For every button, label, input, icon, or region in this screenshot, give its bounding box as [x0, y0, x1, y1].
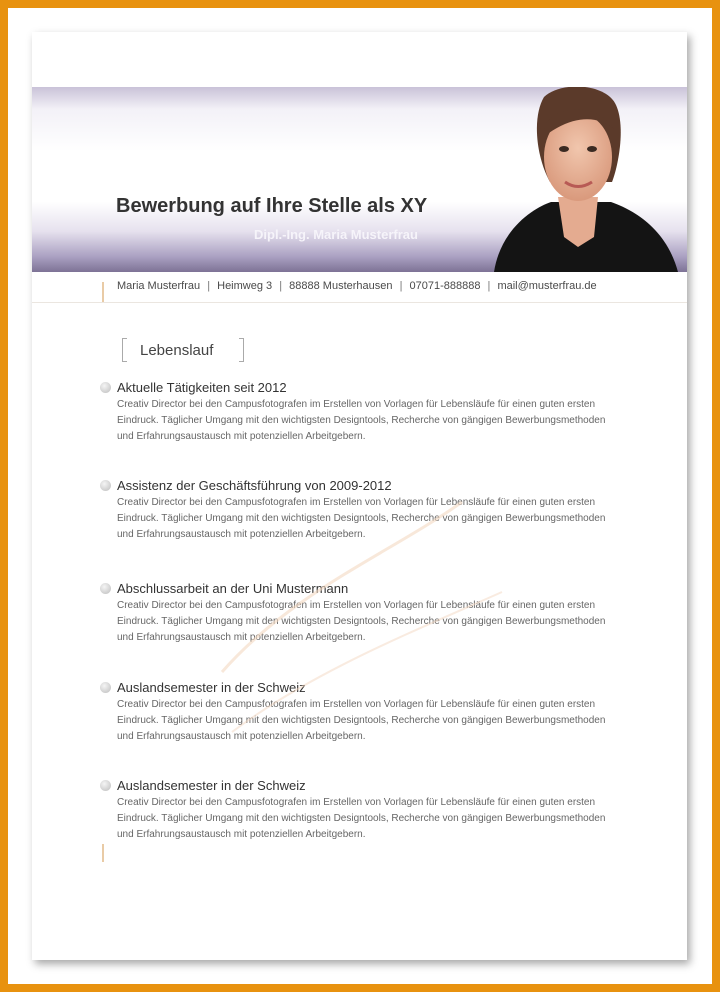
entry-title: Abschlussarbeit an der Uni Mustermann: [117, 581, 349, 596]
section-title: Lebenslauf: [140, 342, 214, 359]
entry-title: Auslandsemester in der Schweiz: [117, 778, 306, 793]
circle-bullet-icon: [100, 480, 111, 491]
bracket-right: [239, 338, 244, 362]
separator: |: [399, 280, 403, 292]
page-title: Bewerbung auf Ihre Stelle als XY: [116, 195, 428, 217]
separator: |: [207, 280, 211, 292]
contact-accent-bar: [102, 282, 104, 302]
entry-text: Creativ Director bei den Campusfotografen im Erstellen von Vorlagen für Lebensläufe für einen guten ersten Eindruck. Täglicher Umgang mit den wichtigsten Designtools, Recherche von gängigen Bewerbungsmethoden und Erfahrungsaustausch mit potenziellen Arbeitgebern.: [117, 600, 606, 643]
bracket-left: [122, 338, 127, 362]
contact-phone: 07071-888888: [409, 280, 481, 292]
circle-bullet-icon: [100, 780, 111, 791]
page-subtitle: Dipl.-Ing. Maria Musterfrau: [254, 227, 418, 242]
circle-bullet-icon: [100, 682, 111, 693]
separator: |: [487, 280, 491, 292]
portrait-photo: [466, 87, 687, 272]
entry-title: Auslandsemester in der Schweiz: [117, 680, 306, 695]
separator: |: [279, 280, 283, 292]
document-page: [32, 32, 687, 960]
contact-city: 88888 Musterhausen: [289, 280, 393, 292]
contact-street: Heimweg 3: [217, 280, 273, 292]
entry-text: Creativ Director bei den Campusfotografen im Erstellen von Vorlagen für Lebensläufe für einen guten ersten Eindruck. Täglicher Umgang mit den wichtigsten Designtools, Recherche von gängigen Bewerbungsmethoden und Erfahrungsaustausch mit potenziellen Arbeitgebern.: [117, 497, 606, 540]
header-banner: [32, 87, 687, 272]
circle-bullet-icon: [100, 382, 111, 393]
circle-bullet-icon: [100, 583, 111, 594]
contact-name: Maria Musterfrau: [117, 280, 201, 292]
entry-title: Aktuelle Tätigkeiten seit 2012: [117, 380, 287, 395]
entry-text: Creativ Director bei den Campusfotografen im Erstellen von Vorlagen für Lebensläufe für einen guten ersten Eindruck. Täglicher Umgang mit den wichtigsten Designtools, Recherche von gängigen Bewerbungsmethoden und Erfahrungsaustausch mit potenziellen Arbeitgebern.: [117, 797, 606, 840]
entry-title: Assistenz der Geschäftsführung von 2009-2012: [117, 478, 392, 493]
entry-text: Creativ Director bei den Campusfotografen im Erstellen von Vorlagen für Lebensläufe für einen guten ersten Eindruck. Täglicher Umgang mit den wichtigsten Designtools, Recherche von gängigen Bewerbungsmethoden und Erfahrungsaustausch mit potenziellen Arbeitgebern.: [117, 699, 606, 742]
contact-email: mail@musterfrau.de: [497, 280, 597, 292]
section-header: [122, 338, 244, 362]
contact-details: [117, 280, 597, 292]
entry-text: Creativ Director bei den Campusfotografen im Erstellen von Vorlagen für Lebensläufe für einen guten ersten Eindruck. Täglicher Umgang mit den wichtigsten Designtools, Recherche von gängigen Bewerbungsmethoden und Erfahrungsaustausch mit potenziellen Arbeitgebern.: [117, 399, 606, 442]
